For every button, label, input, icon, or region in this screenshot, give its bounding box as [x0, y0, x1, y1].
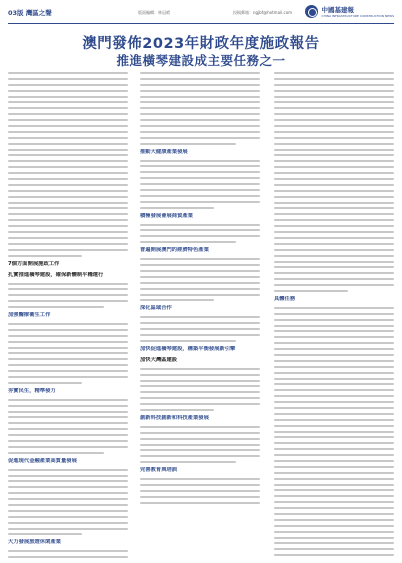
section-heading: 加快促進橫琴建設，構築平衡發展新引擎	[140, 345, 236, 352]
body-text-block	[140, 316, 260, 342]
section-heading: 推動大健康產業發展	[140, 148, 188, 155]
newspaper-logo	[305, 5, 394, 18]
section-heading: 大力發展旅遊休閑產業	[8, 539, 61, 546]
article-headline: 澳門發佈2023年財政年度施政報告	[82, 36, 320, 52]
body-text-block	[140, 160, 260, 209]
body-text-block	[140, 368, 260, 411]
body-text-block	[140, 258, 260, 301]
body-text-block	[274, 307, 394, 558]
body-text-block	[8, 283, 128, 309]
body-text-block	[140, 72, 260, 145]
section-heading: 夯實民生，精準發力	[8, 387, 56, 394]
logo-chinese-name: 中國基建報	[321, 6, 354, 14]
section-heading: 加強醫療衛生工作	[8, 311, 51, 318]
editor-credit: 版面編輯：林冠晴	[138, 10, 170, 15]
section-heading: 扎實推進橫琴建設，確保新體制平穩運行	[8, 271, 104, 278]
article-column-1	[8, 72, 128, 558]
submission-email: 投稿郵箱：ngjbf@hotmail.com	[233, 10, 293, 15]
body-text-block	[8, 399, 128, 454]
body-text-block	[140, 478, 260, 504]
article-subheadline: 推進橫琴建設成主要任務之一	[116, 53, 286, 68]
body-text-block	[8, 323, 128, 384]
section-heading: 加快大灣區建設	[140, 356, 178, 363]
body-text-block	[140, 224, 260, 244]
body-text-block	[140, 426, 260, 463]
section-heading: 創新科技創新和科技產業發展	[140, 414, 209, 421]
section-heading: 具體任務	[274, 295, 296, 302]
article-column-3	[274, 72, 394, 558]
section-heading: 積極發展會展商貿產業	[140, 212, 193, 219]
article-column-2	[140, 72, 260, 558]
section-heading: 7個方面開展施政工作	[8, 260, 60, 267]
logo-english-name: CHINA INFRASTRUCTURE CONSTRUCTION NEWS	[321, 14, 394, 18]
body-text-block	[274, 72, 394, 292]
logo-emblem-icon	[305, 5, 318, 18]
body-text-block	[8, 550, 128, 558]
page-header	[8, 4, 394, 24]
section-heading: 促進現代金融產業高質量發展	[8, 457, 77, 464]
section-heading: 完善教育與培訓	[140, 467, 178, 474]
page-number-label: 03版 灣區之聲	[8, 9, 52, 17]
body-text-block	[8, 72, 128, 257]
section-heading: 普遍開展澳門的經濟特色產業	[140, 247, 209, 254]
section-heading: 深化區域合作	[140, 305, 172, 312]
body-text-block	[8, 469, 128, 536]
